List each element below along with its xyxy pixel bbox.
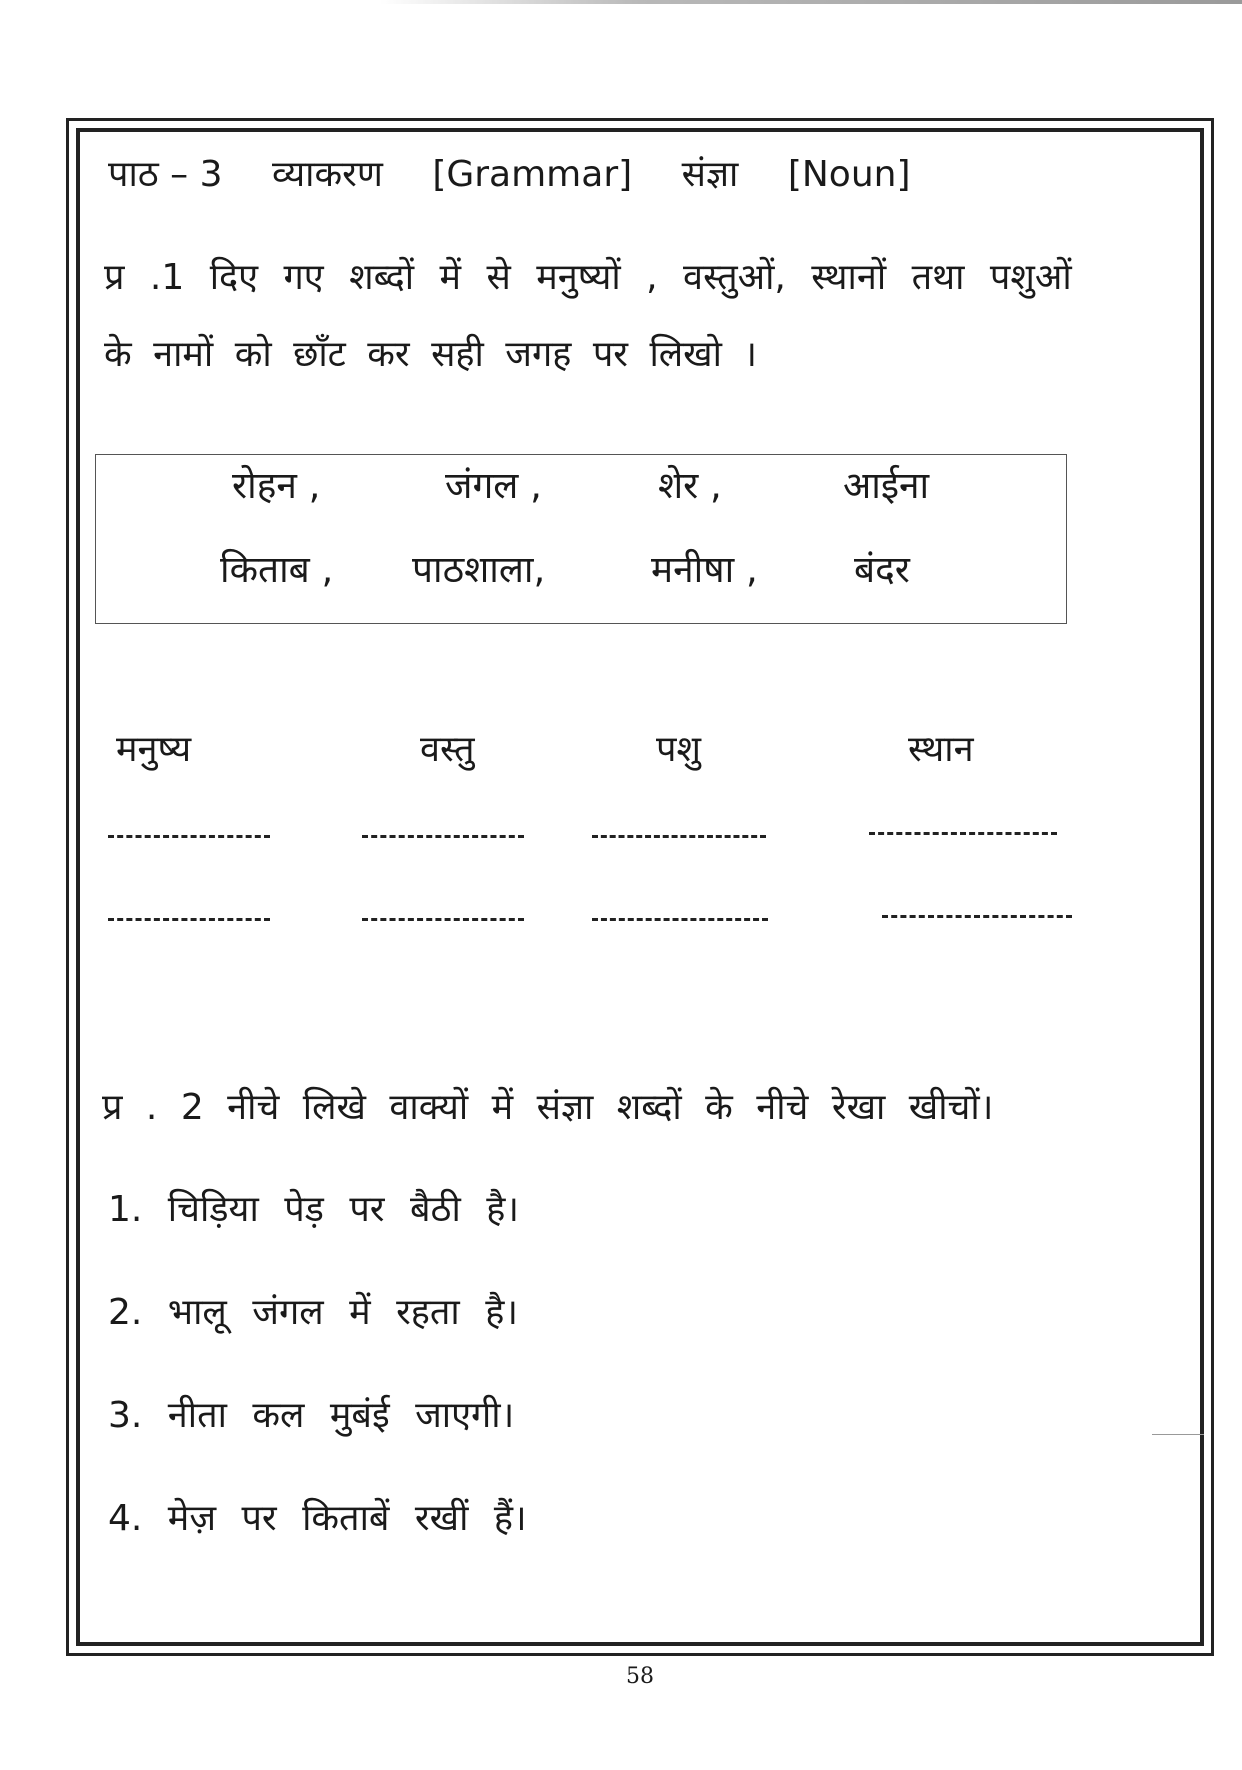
margin-mark: [1152, 1434, 1204, 1435]
question-1-line-1: प्र .1 दिए गए शब्दों में से मनुष्यों , वस्तुओं, स्थानों तथा पशुओं: [104, 257, 1072, 298]
question-2-prompt: प्र . 2 नीचे लिखे वाक्यों में संज्ञा शब्दों के नीचे रेखा खीचों।: [102, 1087, 994, 1128]
topic-hindi: व्याकरण: [271, 154, 383, 195]
answer-blank[interactable]: [362, 918, 524, 921]
lesson-heading: [108, 155, 911, 195]
answer-blank[interactable]: [592, 835, 766, 838]
category-heading-place: स्थान: [908, 729, 974, 770]
category-heading-thing: वस्तु: [420, 729, 475, 770]
sentence-item: 3. नीता कल मुबंई जाएगी।: [108, 1395, 515, 1436]
answer-blank[interactable]: [592, 918, 768, 921]
answer-blank[interactable]: [108, 918, 270, 921]
category-heading-animal: पशु: [656, 729, 701, 770]
answer-blank[interactable]: [882, 915, 1072, 918]
word-bank-item: शेर ,: [658, 464, 722, 507]
question-1-line-2: के नामों को छाँट कर सही जगह पर लिखो ।: [104, 334, 758, 375]
answer-blank[interactable]: [362, 835, 524, 838]
word-bank-item: जंगल ,: [445, 464, 542, 507]
subtopic-english: [Noun]: [787, 154, 911, 195]
word-bank-item: बंदर: [854, 548, 910, 591]
answer-blank[interactable]: [869, 832, 1057, 835]
category-heading-human: मनुष्य: [116, 729, 192, 770]
topic-english: [Grammar]: [432, 154, 633, 195]
word-bank-item: पाठशाला,: [412, 548, 546, 591]
sentence-item: 4. मेज़ पर किताबें रखीं हैं।: [108, 1498, 527, 1539]
scan-edge-shadow: [380, 0, 1242, 4]
subtopic-hindi: संज्ञा: [681, 154, 739, 195]
answer-blank[interactable]: [108, 835, 270, 838]
sentence-item: 2. भालू जंगल में रहता है।: [108, 1292, 518, 1333]
sentence-item: 1. चिड़िया पेड़ पर बैठी है।: [108, 1189, 519, 1230]
word-bank-item: आईना: [843, 464, 930, 507]
page-number: 58: [626, 1664, 654, 1689]
word-bank-item: किताब ,: [220, 548, 334, 591]
lesson-number: पाठ – 3: [108, 154, 223, 195]
word-bank-item: रोहन ,: [232, 464, 321, 507]
word-bank-item: मनीषा ,: [651, 548, 758, 591]
